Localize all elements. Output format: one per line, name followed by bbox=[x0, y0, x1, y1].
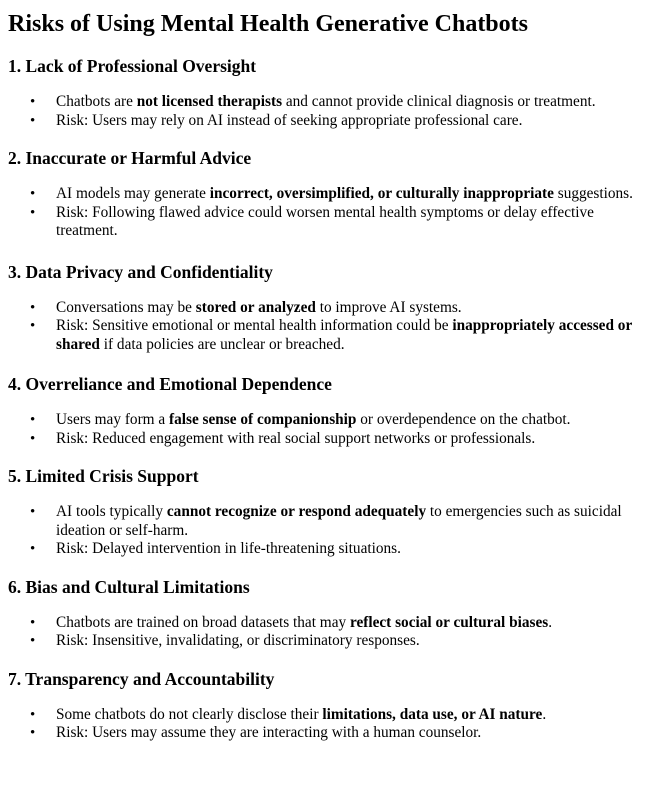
section-lack-of-professional-oversight bbox=[8, 55, 652, 130]
list-item bbox=[8, 317, 652, 354]
text-run-bold: stored or analyzed bbox=[195, 298, 316, 316]
text-run-bold: inappropriately accessed or shared bbox=[56, 317, 632, 353]
bullet-icon: • bbox=[30, 299, 36, 316]
text-run: if data policies are unclear or breached. bbox=[99, 335, 345, 353]
bullet-icon: • bbox=[30, 412, 36, 428]
list-item bbox=[8, 724, 652, 743]
text-run: and cannot provide clinical diagnosis or treatment. bbox=[282, 93, 596, 110]
bullet-icon: • bbox=[30, 186, 36, 202]
text-run: to emergencies such as suicidal ideation or self-harm. bbox=[56, 503, 622, 539]
bullet-list bbox=[8, 614, 652, 651]
section-limited-crisis-support bbox=[8, 465, 652, 559]
bullet-list bbox=[8, 185, 652, 241]
list-item bbox=[8, 540, 652, 559]
section-transparency-and-accountability bbox=[8, 668, 652, 743]
section-heading: 4. Overreliance and Emotional Dependence bbox=[8, 374, 332, 394]
text-run: AI models may generate bbox=[56, 185, 210, 202]
text-run-bold: false sense of companionship bbox=[169, 411, 357, 428]
section-overreliance-and-emotional-dependence bbox=[8, 373, 652, 448]
text-run: AI tools typically bbox=[56, 503, 167, 520]
text-run: Risk: Reduced engagement with real social support networks or professionals. bbox=[56, 429, 536, 447]
list-item bbox=[8, 112, 652, 131]
bullet-list bbox=[8, 706, 652, 743]
text-run: Chatbots are trained on broad datasets that may bbox=[56, 613, 350, 631]
section-heading: 5. Limited Crisis Support bbox=[8, 466, 199, 486]
bullet-list bbox=[8, 411, 652, 448]
text-run: . bbox=[548, 613, 553, 631]
text-run-bold: incorrect, oversimplified, or culturally inappropriate bbox=[209, 185, 554, 202]
text-run: Users may form a bbox=[56, 411, 169, 428]
list-item bbox=[8, 185, 652, 204]
section-heading: 2. Inaccurate or Harmful Advice bbox=[8, 148, 252, 168]
list-item bbox=[8, 706, 652, 725]
text-run-bold: limitations, data use, or AI nature bbox=[322, 705, 543, 723]
bullet-icon: • bbox=[30, 94, 36, 110]
text-run: Risk: Insensitive, invalidating, or discriminatory responses. bbox=[56, 632, 420, 649]
bullet-list bbox=[8, 299, 652, 355]
list-item bbox=[8, 503, 652, 540]
bullet-icon: • bbox=[30, 318, 36, 334]
text-run: Some chatbots do not clearly disclose their bbox=[56, 705, 323, 723]
text-run: Chatbots are bbox=[56, 93, 137, 110]
page-title: Risks of Using Mental Health Generative Chatbots bbox=[8, 11, 528, 37]
bullet-icon: • bbox=[30, 204, 36, 221]
section-heading: 7. Transparency and Accountability bbox=[8, 668, 275, 689]
text-run: Risk: Following flawed advice could worsen mental health symptoms or delay effective treatment. bbox=[56, 203, 594, 239]
text-run: Risk: Users may rely on AI instead of seeking appropriate professional care. bbox=[56, 111, 523, 129]
text-run: Risk: Users may assume they are interacting with a human counselor. bbox=[56, 724, 482, 741]
bullet-icon: • bbox=[30, 614, 36, 631]
section-inaccurate-or-harmful-advice bbox=[8, 147, 652, 241]
text-run-bold: cannot recognize or respond adequately bbox=[166, 503, 427, 520]
text-run: or overdependence on the chatbot. bbox=[356, 411, 571, 428]
text-run: suggestions. bbox=[553, 185, 633, 202]
bullet-list bbox=[8, 93, 652, 130]
bullet-icon: • bbox=[30, 504, 36, 520]
text-run: . bbox=[542, 705, 547, 723]
list-item bbox=[8, 614, 652, 633]
section-heading: 1. Lack of Professional Oversight bbox=[8, 56, 257, 76]
text-run: Risk: Sensitive emotional or mental health information could be bbox=[56, 317, 453, 334]
section-heading: 6. Bias and Cultural Limitations bbox=[8, 576, 250, 597]
list-item bbox=[8, 430, 652, 449]
bullet-list bbox=[8, 503, 652, 559]
text-run-bold: reflect social or cultural biases bbox=[349, 613, 549, 631]
list-item bbox=[8, 93, 652, 112]
bullet-icon: • bbox=[30, 725, 36, 741]
list-item bbox=[8, 299, 652, 318]
text-run: to improve AI systems. bbox=[315, 298, 462, 316]
text-run-bold: not licensed therapists bbox=[136, 93, 283, 110]
section-data-privacy-and-confidentiality bbox=[8, 261, 652, 355]
bullet-icon: • bbox=[30, 633, 36, 649]
bullet-icon: • bbox=[30, 706, 36, 723]
bullet-icon: • bbox=[30, 112, 36, 129]
section-heading: 3. Data Privacy and Confidentiality bbox=[8, 261, 273, 282]
text-run: Conversations may be bbox=[56, 298, 196, 316]
list-item bbox=[8, 204, 652, 241]
list-item bbox=[8, 411, 652, 430]
list-item bbox=[8, 632, 652, 651]
text-run: Risk: Delayed intervention in life-threatening situations. bbox=[56, 540, 401, 557]
bullet-icon: • bbox=[30, 430, 36, 447]
bullet-icon: • bbox=[30, 541, 36, 557]
section-bias-and-cultural-limitations bbox=[8, 576, 652, 651]
